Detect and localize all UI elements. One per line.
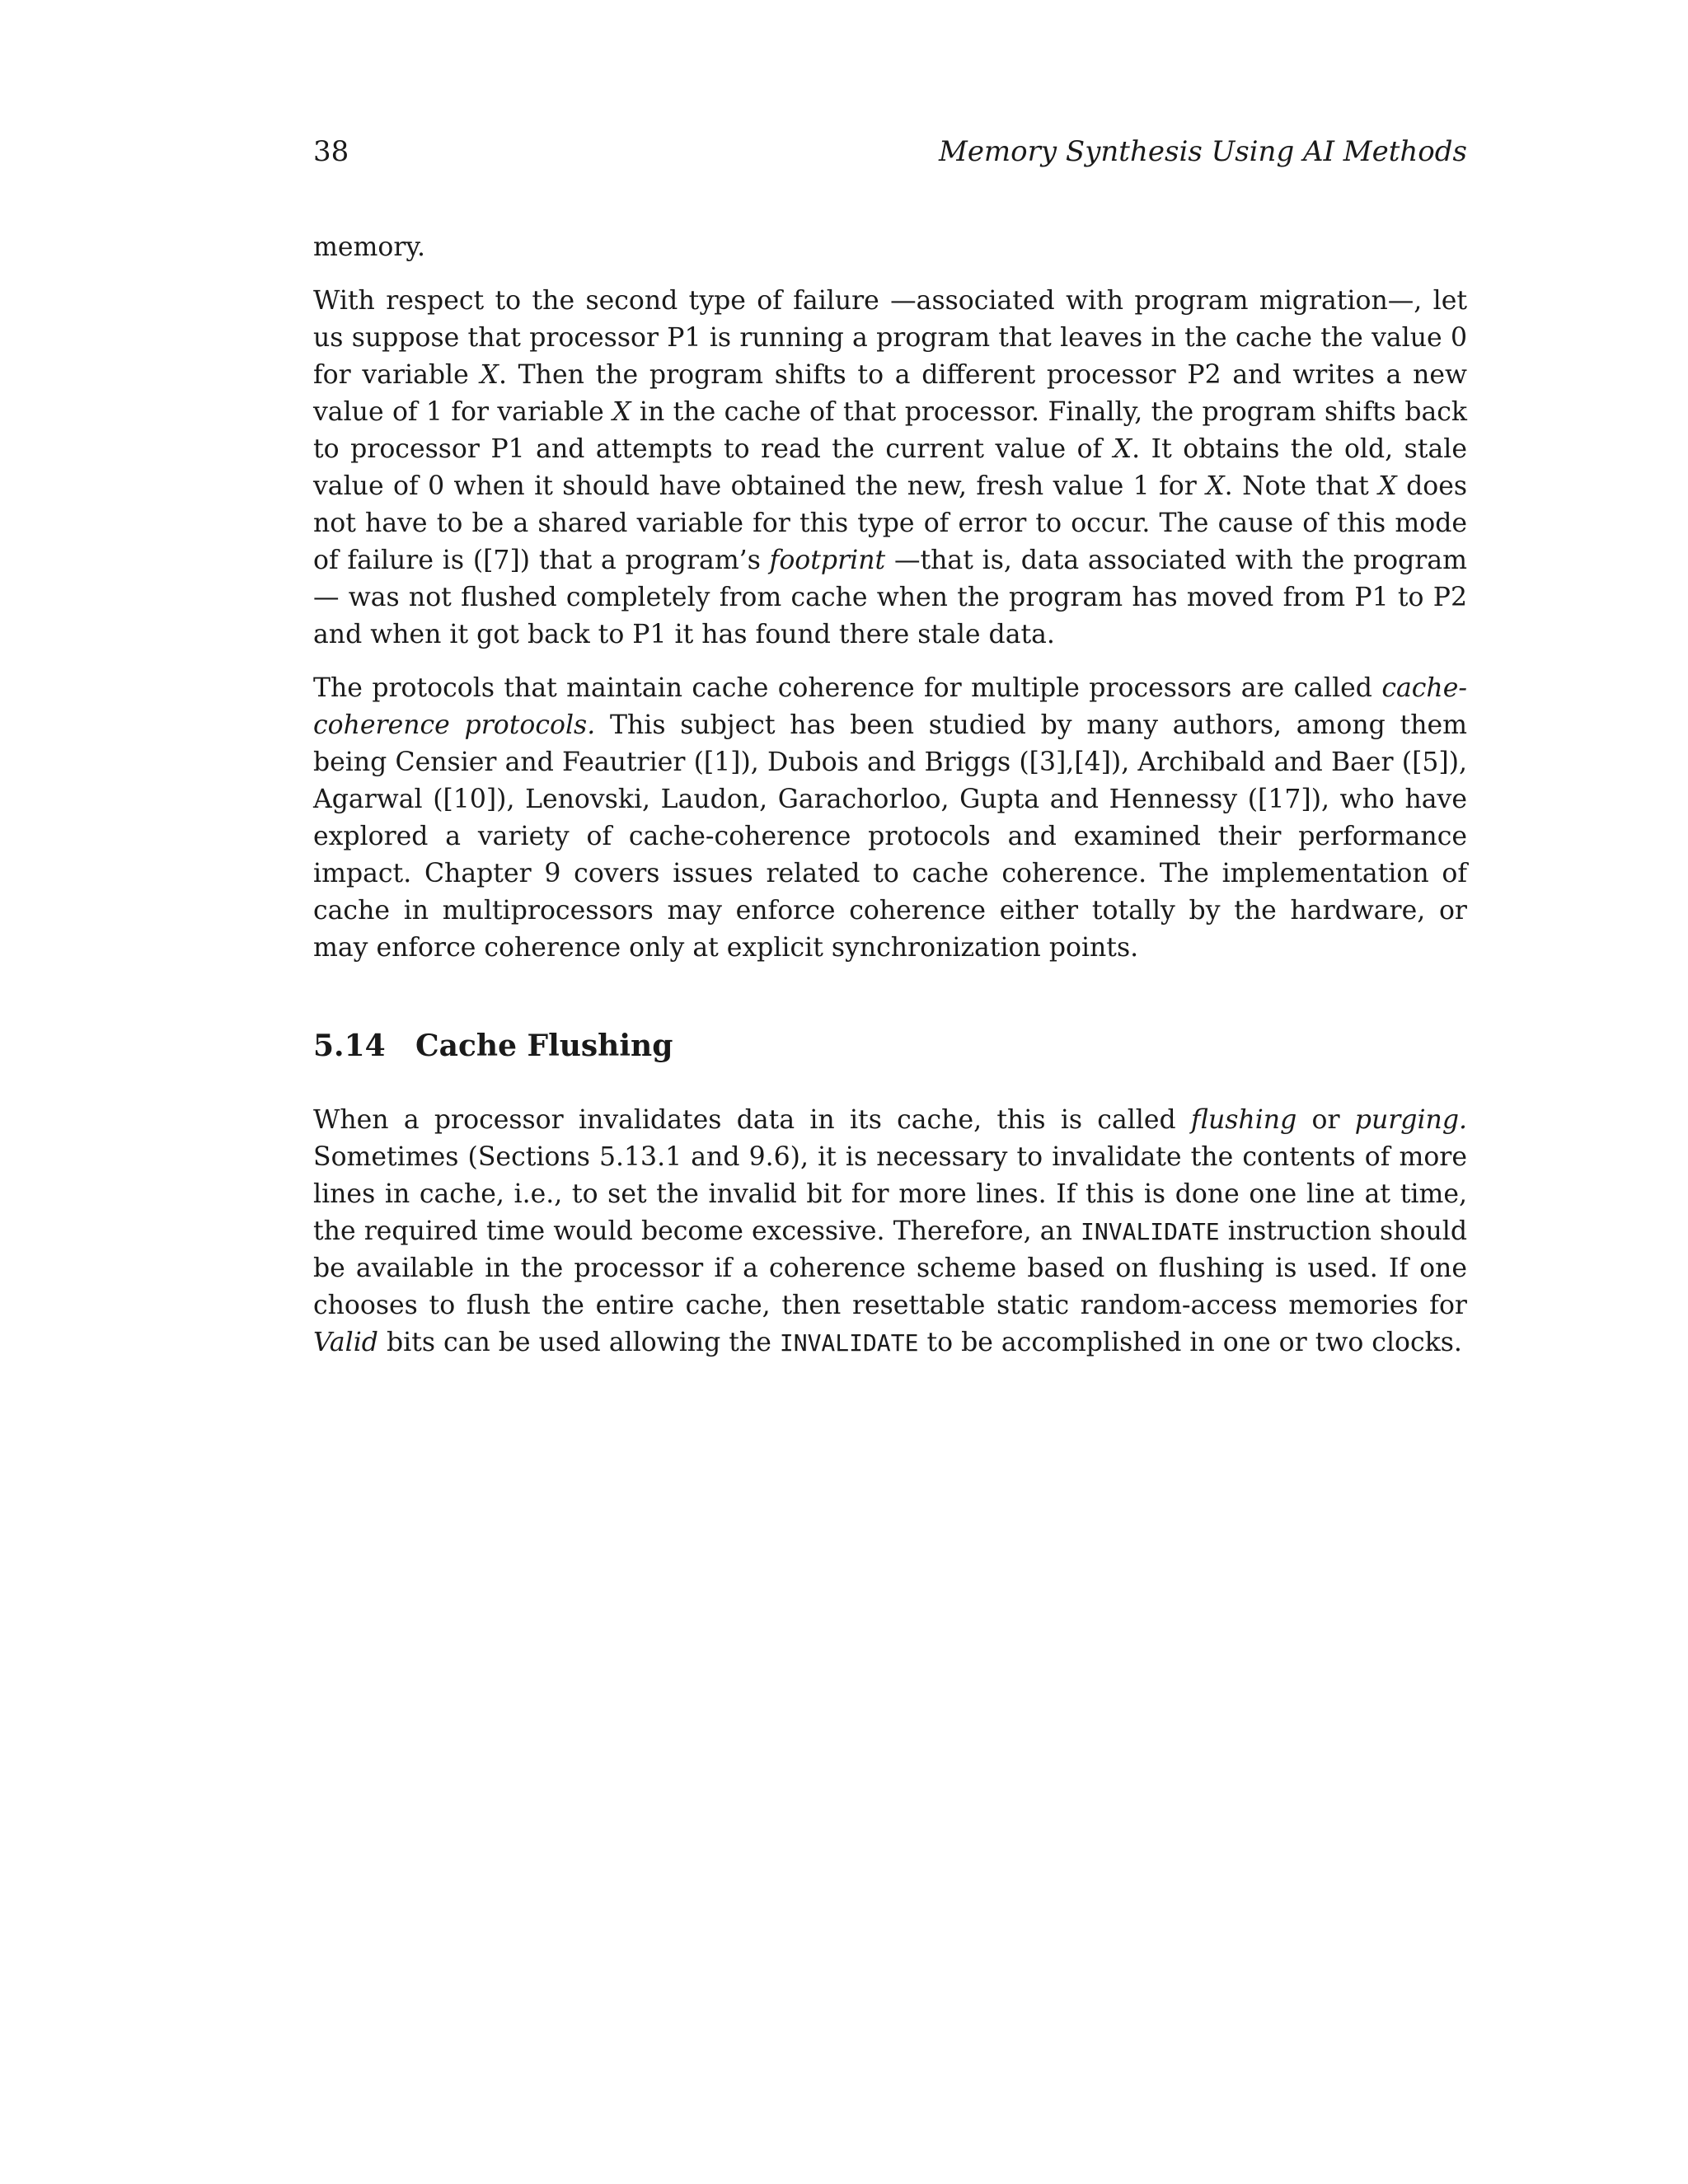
- page-number: 38: [313, 135, 349, 168]
- code-invalidate: INVALIDATE: [779, 1329, 919, 1357]
- math-variable: X: [1378, 471, 1397, 501]
- paragraph-coherence-protocols: [313, 670, 1467, 967]
- emphasis: footprint: [769, 546, 886, 575]
- text-run: —that is, data associated with the program— was not flushed completely from cache when the program has moved from P1 to P2 and when it got back to P1 it has found there stale data.: [313, 546, 1467, 649]
- body-text: [313, 229, 1467, 1361]
- text-run: to be accomplished in one or two clocks.: [918, 1328, 1462, 1357]
- text-run: With respect to the second type of failure —associated with program migration—, let us suppose that processor P1 is running a program that leaves in the cache the value 0 for variable: [313, 286, 1467, 390]
- text-run: bits can be used allowing the: [377, 1328, 780, 1357]
- paragraph-continuation: [313, 229, 1467, 266]
- text-run: When a processor invalidates data in its cache, this is called: [313, 1105, 1191, 1135]
- paragraph-cache-flushing: [313, 1102, 1467, 1361]
- emphasis: purging.: [1354, 1105, 1467, 1135]
- text-run: instruction should be available in the processor if a coherence scheme based on flushing is used. If one chooses to flush the entire cache, then resettable static random-access memories for: [313, 1216, 1467, 1320]
- running-title: Memory Synthesis Using AI Methods: [939, 135, 1467, 168]
- text-run: The protocols that maintain cache coherence for multiple processors are called: [313, 673, 1382, 703]
- math-variable: X: [612, 397, 631, 427]
- code-invalidate: INVALIDATE: [1081, 1218, 1220, 1245]
- section-heading: [313, 1026, 1467, 1066]
- math-variable: X: [1206, 471, 1225, 501]
- text-run: . It obtains the old, stale value of 0 when it should have obtained the new, fresh value 1 for: [313, 434, 1467, 501]
- emphasis: Valid: [313, 1328, 378, 1357]
- text-run: memory.: [313, 232, 426, 262]
- emphasis: flushing: [1190, 1105, 1297, 1135]
- text-run: . Then the program shifts to a different processor P2 and writes a new value of 1 for variable: [313, 360, 1467, 427]
- emphasis: cache-coherence protocols.: [313, 673, 1467, 740]
- paragraph-program-migration: [313, 283, 1467, 654]
- text-run: in the cache of that processor. Finally, the program shifts back to processor P1 and attempts to read the current value of: [313, 397, 1467, 464]
- section-number: 5.14: [313, 1029, 386, 1063]
- text-run: Sometimes (Sections 5.13.1 and 9.6), it is necessary to invalidate the contents of more lines in cache, i.e., to set the invalid bit for more lines. If this is done one line at time, the required time would become excessive. Therefore, an: [313, 1142, 1467, 1246]
- section-title: Cache Flushing: [415, 1029, 673, 1063]
- text-run: This subject has been studied by many authors, among them being Censier and Feautrier ([1]), Dubois and Briggs ([3],[4]), Archibald and Baer ([5]), Agarwal ([10]), Lenovski, Laudon, Garachorloo, Gupta and Hennessy ([17]), who have explored a variety of cache-coherence protocols and examined their performance impact. Chapter 9 covers issues related to cache coherence. The implementation of cache in multiprocessors may enforce coherence either totally by the hardware, or may enforce coherence only at explicit synchronization points.: [313, 710, 1467, 963]
- text-run: does not have to be a shared variable for this type of error to occur. The cause of this mode of failure is ([7]) that a program’s: [313, 471, 1468, 575]
- text-run: . Note that: [1224, 471, 1379, 501]
- math-variable: X: [480, 360, 499, 390]
- text-run: or: [1296, 1105, 1355, 1135]
- math-variable: X: [1113, 434, 1132, 464]
- running-head: [313, 132, 1467, 171]
